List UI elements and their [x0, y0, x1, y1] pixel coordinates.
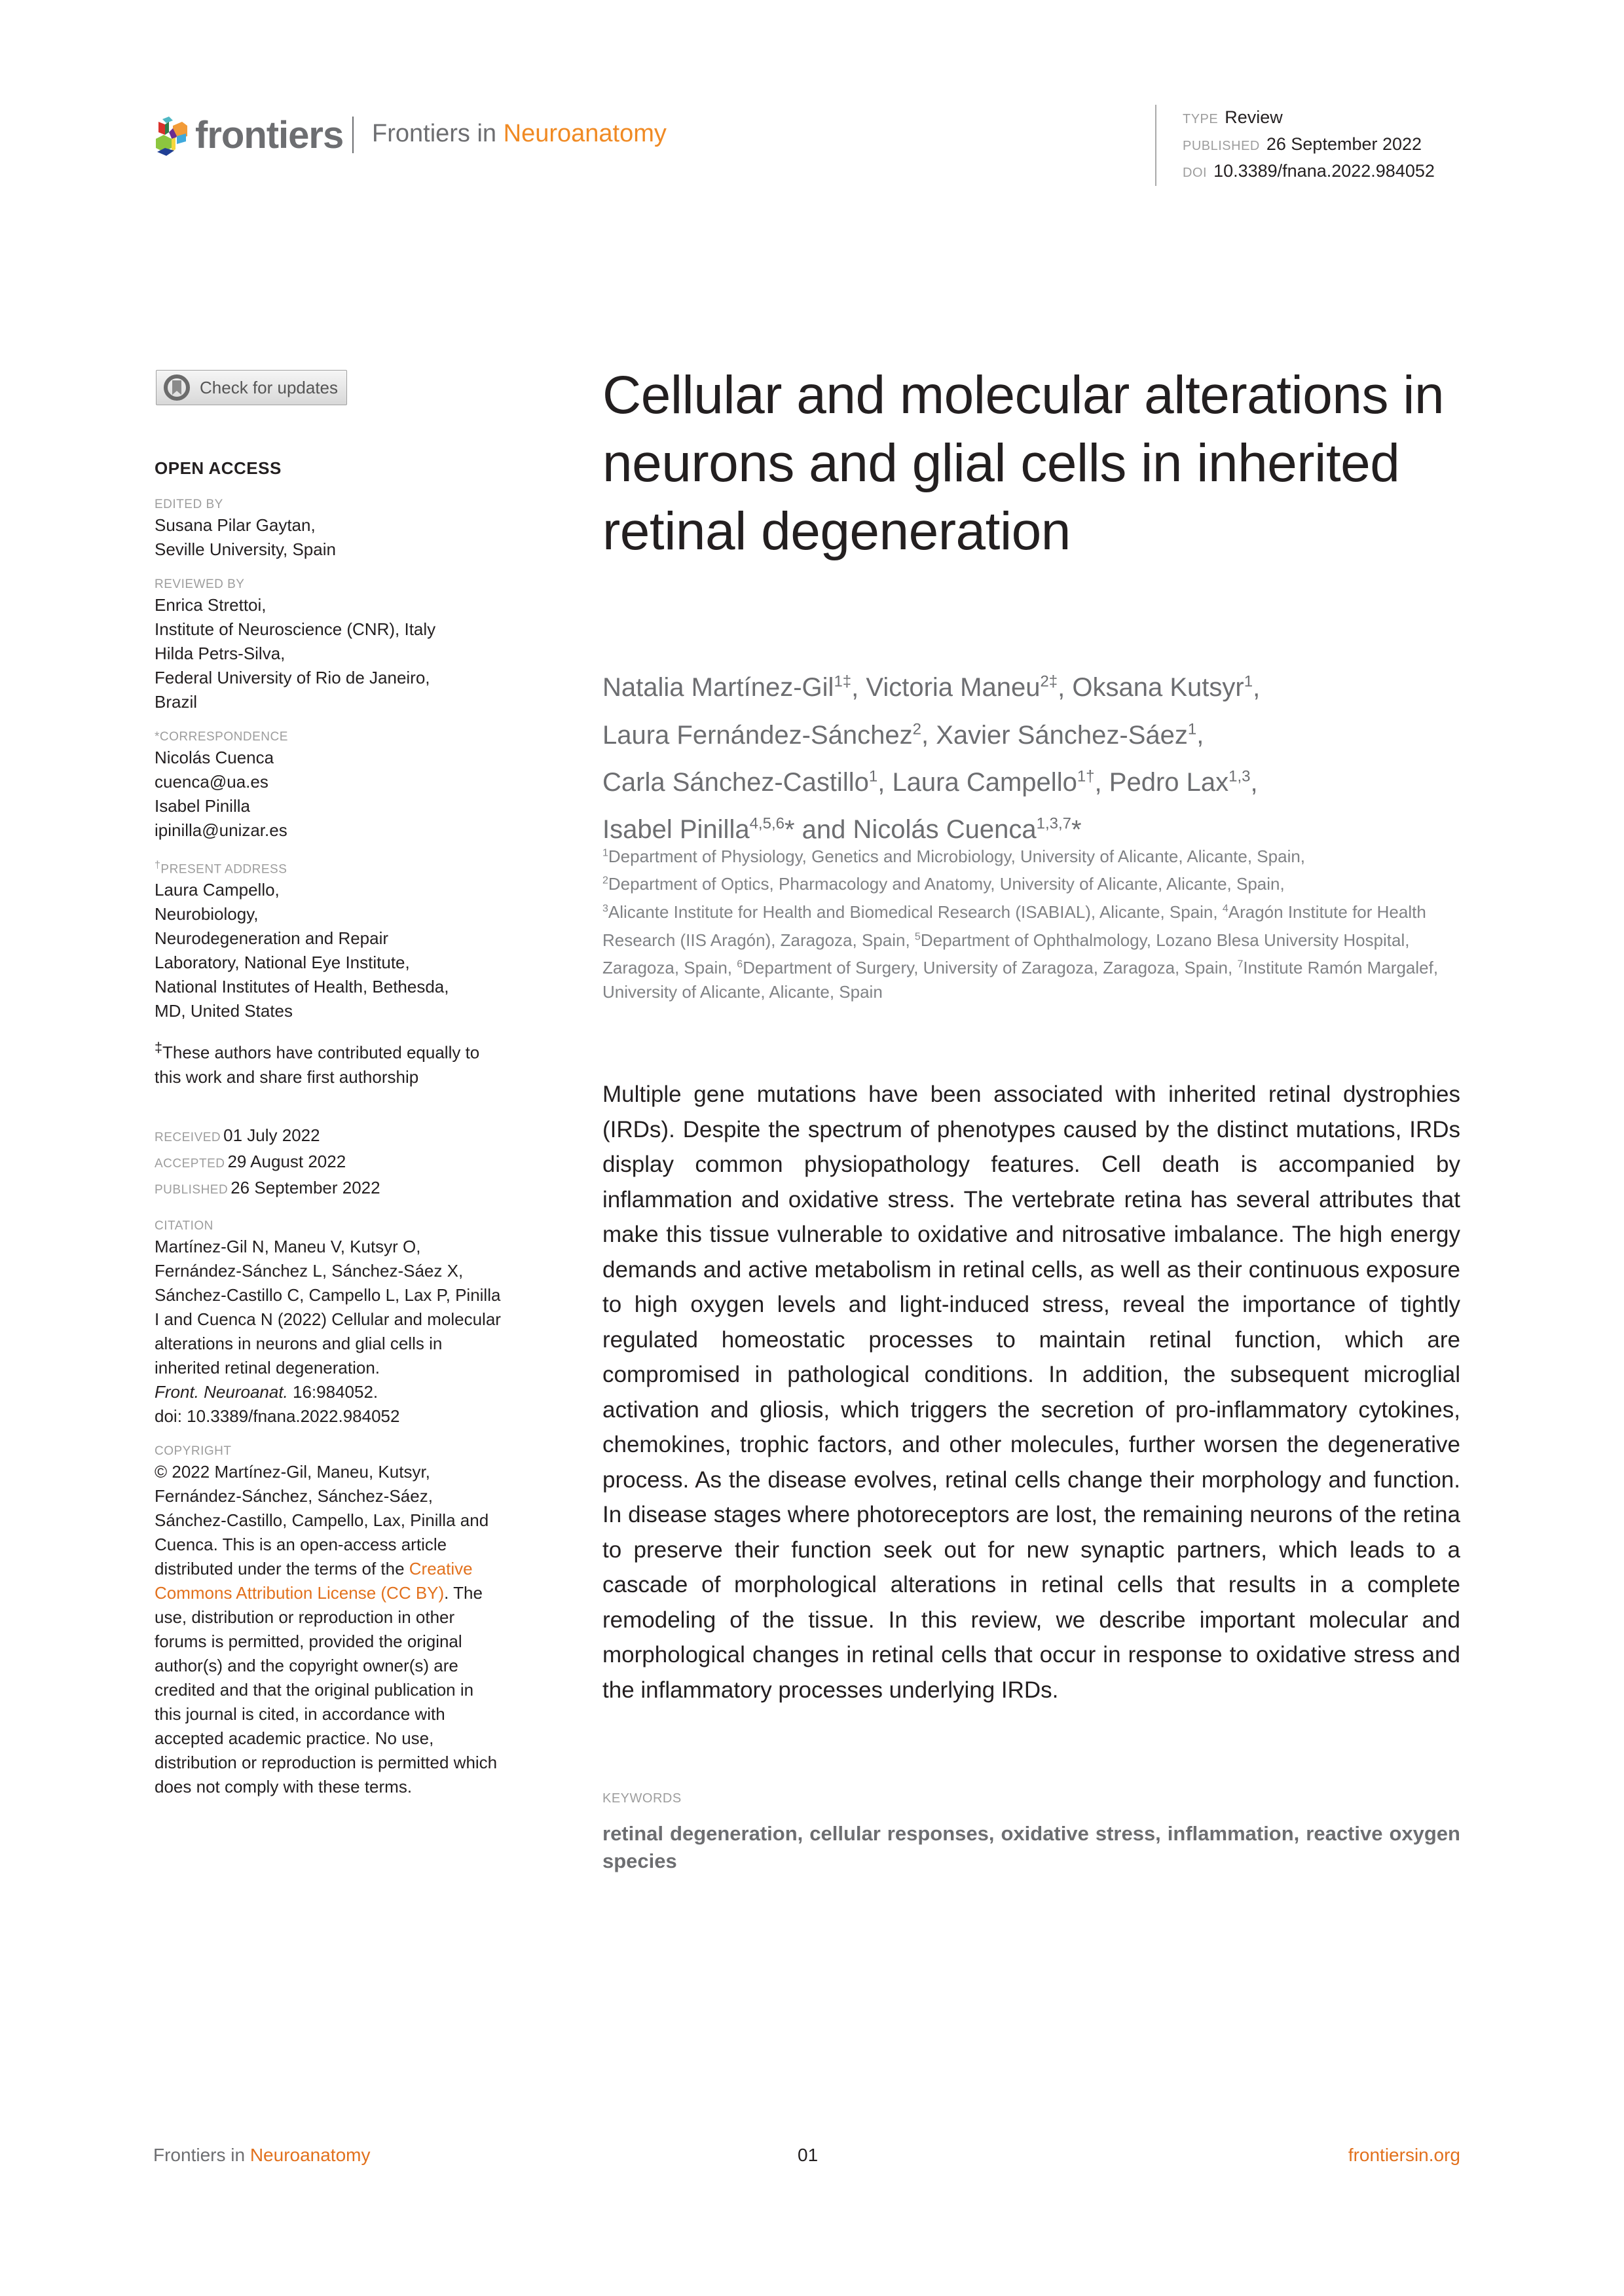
affiliation: $^6$Department of Surgery, University of Zaragoza, Zaragoza, Spain, — [737, 958, 1238, 978]
affiliation: $^7$Institute Ramón Margalef, University of Alicante, Alicante, Spain — [602, 958, 1439, 1002]
article-title: Cellular and molecular alterations in neurons and glial cells in inherited retinal degeneration — [602, 365, 1445, 561]
affiliation: $^4$Aragón Institute for Health Research (IIS Aragón), Zaragoza, Spain, — [602, 902, 1426, 950]
edited-by-label: EDITED BY — [155, 498, 223, 511]
affiliation: $^3$Alicante Institute for Health and Biomedical Research (ISABIAL), Alicante, Spain, — [602, 902, 1223, 922]
author[interactable]: Natalia Martínez-Gil$^{1\ddagger}$ — [602, 673, 852, 702]
meta-published: PUBLISHED 26 September 2022 — [1183, 134, 1422, 154]
accepted-date: ACCEPTED 29 August 2022 — [155, 1151, 346, 1171]
affiliations — [602, 841, 1460, 1004]
present-address-label: †PRESENT ADDRESS — [155, 860, 287, 877]
reviewer-info: Enrica Strettoi, Institute of Neuroscience (CNR), Italy Hilda Petrs-Silva, Federal University of Rio de Janeiro, Brazil — [155, 595, 436, 712]
citation-label: CITATION — [155, 1218, 213, 1233]
crossmark-icon — [163, 374, 191, 401]
published-date: PUBLISHED 26 September 2022 — [155, 1177, 380, 1197]
editor-info: Susana Pilar Gaytan, Seville University, Spain — [155, 515, 336, 559]
author[interactable]: Oksana Kutsyr$^1$ — [1072, 673, 1253, 702]
author[interactable]: Laura Campello$^{1\dagger}$ — [892, 767, 1095, 797]
footer-journal: Frontiers in Neuroanatomy — [153, 2145, 371, 2165]
check-for-updates-label: Check for updates — [200, 377, 339, 397]
frontiers-cube-icon — [153, 114, 190, 157]
citation-text: Martínez-Gil N, Maneu V, Kutsyr O, Fernández-Sánchez L, Sánchez-Sáez X, Sánchez-Castillo C, Campello L, Lax P, Pinilla I and Cuenca N (2022) Cellular and molecular alterations in neurons and glial cells in inherited retinal degeneration. Front. Neuroanat. 16:984052. doi: 10.3389/fnana.2022.984052 — [155, 1236, 501, 1426]
cc-by-license-link[interactable]: Creative Commons Attribution License (CC BY) — [155, 1558, 473, 1603]
meta-doi: DOI 10.3389/fnana.2022.984052 — [1183, 161, 1435, 181]
open-access-label: OPEN ACCESS — [155, 458, 282, 478]
email-link[interactable]: cuenca@ua.es — [155, 772, 268, 792]
reviewed-by-label: REVIEWED BY — [155, 577, 245, 591]
header-divider — [352, 117, 354, 153]
correspondence-label: *CORRESPONDENCE — [155, 730, 288, 744]
affiliation: $^5$Department of Ophthalmology, Lozano Blesa University Hospital, Zaragoza, Spain, — [602, 930, 1410, 978]
author[interactable]: Carla Sánchez-Castillo$^1$ — [602, 767, 878, 797]
meta-type: TYPE Review — [1183, 107, 1283, 127]
affiliation: $^1$Department of Physiology, Genetics and Microbiology, University of Alicante, Alicante, Spain, — [602, 846, 1306, 866]
keywords-label: KEYWORDS — [602, 1791, 682, 1806]
present-address-info: Laura Campello, Neurobiology, Neurodegeneration and Repair Laboratory, National Eye Institute, National Institutes of Health, Bethesda, MD, United States — [155, 880, 449, 1021]
article-dates — [155, 1123, 502, 1202]
journal-title: Neuroanatomy — [503, 120, 667, 147]
author[interactable]: Isabel Pinilla$^{4,5,6}$ — [602, 814, 784, 845]
logo-wordmark: frontiers — [195, 114, 344, 156]
journal-prefix: Frontiers in — [372, 120, 497, 147]
page-number: 01 — [798, 2145, 819, 2165]
author[interactable]: Victoria Maneu$^{2\ddagger}$ — [866, 673, 1058, 702]
correspondence-info: Nicolás Cuenca cuenca@ua.es Isabel Pinilla ipinilla@unizar.es — [155, 746, 502, 843]
frontiers-site-link[interactable]: frontiersin.org — [1348, 2145, 1460, 2165]
citation-doi[interactable]: doi: 10.3389/fnana.2022.984052 — [155, 1406, 400, 1426]
copyright-text: © 2022 Martínez-Gil, Maneu, Kutsyr, Fernández-Sánchez, Sánchez-Sáez, Sánchez-Castillo, Campello, Lax, Pinilla and Cuenca. This is an open-access article distributed under the terms of the Creative Commons Attribution License (CC BY). The use, distribution or reproduction in other forums is permitted, provided the original author(s) and the copyright owner(s) are credited and that the original publication in this journal is cited, in accordance with accepted academic practice. No use, distribution or reproduction is permitted which does not comply with these terms. — [155, 1461, 498, 1796]
author[interactable]: Laura Fernández-Sánchez$^2$ — [602, 720, 921, 750]
abstract: Multiple gene mutations have been associated with inherited retinal dystrophies (IRDs). Despite the spectrum of phenotypes caused by the distinct mutations, IRDs display common physiopathology features. Cell death is accompanied by inflammation and oxidative stress. The vertebrate retina has several attributes that make this tissue vulnerable to oxidative and nitrosative imbalance. The high energy demands and active metabolism in retinal cells, as well as their continuous exposure to high oxygen levels and light-induced stress, reveal the importance of tightly regulated homeostatic processes to maintain retinal function, which are compromised in pathological conditions. In addition, the subsequent microglial activation and gliosis, which triggers the secretion of pro-inflammatory cytokines, chemokines, trophic factors, and other molecules, further worsen the degenerative process. As the disease evolves, retinal cells change their morphology and function. In disease stages where photoreceptors are lost, the remaining neurons of the retina to preserve their function seek out for new synaptic partners, which leads to a cascade of morphological alterations in retinal cells that results in a complete remodeling of the tissue. In this review, we describe important molecular and morphological changes in retinal cells that occur in response to oxidative stress and the inflammatory processes underlying IRDs. — [602, 1082, 1460, 1703]
affiliation: $^2$Department of Optics, Pharmacology and Anatomy, University of Alicante, Alicante, Spain, — [602, 874, 1285, 894]
copyright-label: COPYRIGHT — [155, 1444, 232, 1458]
equal-contribution-note: ‡These authors have contributed equally to this work and share first authorship — [155, 1039, 480, 1087]
doi-link[interactable]: 10.3389/fnana.2022.984052 — [1213, 161, 1435, 181]
author-list: Natalia Martínez-Gil$^{1\ddagger}$, Victoria Maneu$^{2\ddagger}$, Oksana Kutsyr$^1$, Laura Fernández-Sánchez$^2$, Xavier Sánchez-Sáez$^1$, Carla Sánchez-Castillo$^1$, Laura Campello$^{1\dagger}$, Pedro Lax$^{1,3}$, Isabel Pinilla$^{4,5,6}$* and Nicolás Cuenca$^{1,3,7}$* — [602, 673, 1261, 845]
check-for-updates-button[interactable] — [156, 370, 347, 405]
frontiers-logo[interactable] — [153, 113, 343, 158]
email-link[interactable]: ipinilla@unizar.es — [155, 820, 287, 840]
sidebar — [155, 370, 502, 1799]
author[interactable]: Nicolás Cuenca$^{1,3,7}$ — [853, 814, 1072, 845]
keywords: retinal degeneration, cellular responses, oxidative stress, inflammation, reactive oxygen species — [602, 1822, 1460, 1872]
author[interactable]: Xavier Sánchez-Sáez$^1$ — [936, 720, 1197, 750]
journal-name[interactable] — [372, 121, 667, 146]
author[interactable]: Pedro Lax$^{1,3}$ — [1109, 767, 1251, 797]
received-date: RECEIVED 01 July 2022 — [155, 1125, 320, 1145]
published-date: 26 September 2022 — [1266, 134, 1422, 154]
article-type: Review — [1225, 107, 1283, 127]
article-meta — [1155, 105, 1435, 186]
